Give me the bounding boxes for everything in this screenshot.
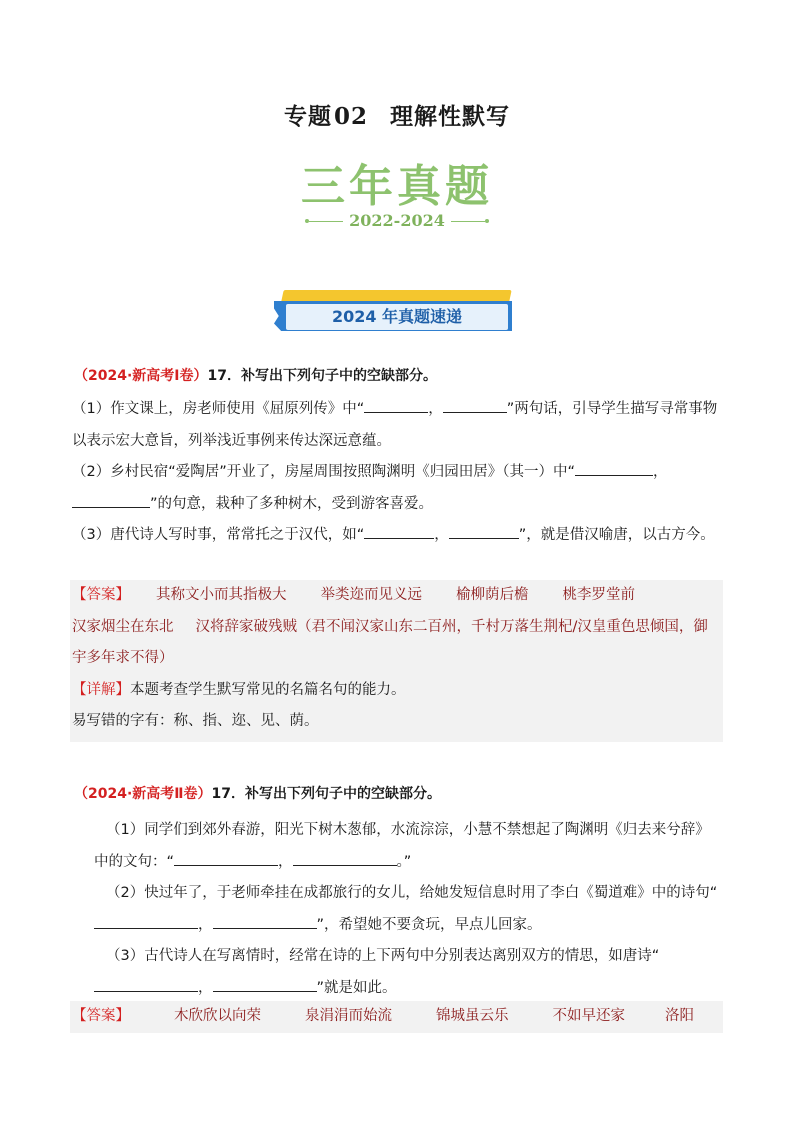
q2-part1-sep: ，: [278, 853, 293, 870]
title-topic: 理解性默写: [390, 104, 510, 130]
answer-item: 汉家烟尘在东北: [72, 618, 174, 635]
question-1-heading: [74, 365, 437, 385]
q1-part2-text-a: （2）乡村民宿“爱陶居”开业了，房屋周围按照陶渊明《归园田居》（其一）中“: [72, 464, 576, 480]
answer-blank: [575, 461, 653, 476]
answer-tag: 【答案】: [72, 1008, 130, 1024]
question-1-part-3: [72, 520, 722, 552]
q1-part1-text-a: （1）作文课上，房老师使用《屈原列传》中“: [72, 401, 365, 417]
answer-line: [72, 1001, 722, 1033]
title-number: 02: [333, 103, 368, 130]
question-1-part-2: [72, 457, 722, 520]
answer-tag: 【答案】: [72, 587, 130, 603]
big-title: 三年真题: [301, 161, 493, 212]
question-2-body: [94, 815, 722, 1004]
q1-part3-text-b: ”，就是借汉喻唐，以古方今。: [518, 527, 715, 543]
answer-blank: [364, 398, 428, 413]
left-ornament-line: [309, 221, 343, 222]
answer-blank: [213, 977, 317, 992]
question-1-body: [72, 394, 722, 552]
detail-text: 本题考查学生默写常见的名篇名句的能力。: [130, 681, 406, 698]
question-1-stem: 17．补写出下列句子中的空缺部分。: [207, 368, 437, 384]
question-2-heading: [74, 783, 441, 803]
answer-blank: [72, 493, 150, 508]
detail-tag: 【详解】: [72, 681, 130, 698]
q1-part1-sep: ，: [428, 401, 443, 417]
years-text: 2022-2024: [349, 211, 445, 230]
question-2-part-1: [94, 815, 722, 878]
answer-blank: [94, 914, 198, 929]
q1-part2-text-b: ”的句意，栽种了多种树木，受到游客喜爱。: [150, 495, 434, 512]
section-ribbon: [270, 290, 520, 342]
question-2-part-2: [94, 878, 722, 941]
q2-part1-text-a: （1）同学们到郊外春游，阳光下树木葱郁，水流淙淙，小慧不禁想起了陶渊明《归去来兮辞》中的文句：“: [94, 822, 710, 870]
answer-item: 不如早还家: [552, 1008, 625, 1024]
answer-item: 泉涓涓而始流: [305, 1008, 392, 1024]
right-ornament-line: [451, 221, 485, 222]
answer-blank: [449, 524, 519, 539]
q2-part3-sep: ，: [198, 979, 213, 996]
question-2-stem: 17．补写出下列句子中的空缺部分。: [211, 786, 441, 802]
q2-part3-text-b: ”就是如此。: [316, 979, 397, 996]
q2-part3-text-a: （3）古代诗人在写离情时，经常在诗的上下两句中分别表达离别双方的情思，如唐诗“: [106, 948, 660, 964]
question-2-answer: [72, 1001, 722, 1033]
answer-item: 锦城虽云乐: [436, 1008, 509, 1024]
question-2-source: （2024·新高考Ⅱ卷）: [74, 786, 212, 802]
question-1-part-1: [72, 394, 722, 457]
q2-part2-text-b: ”，希望她不要贪玩，早点儿回家。: [316, 916, 542, 933]
answer-item: 汉将辞家破残贼（君不闻汉家山东二百州，千村万落生荆杞/汉皇重色思倾国，御宇多年求不得）: [72, 618, 708, 666]
question-2-part-3: [94, 941, 722, 1004]
answer-item: 举类迩而见义远: [320, 587, 422, 603]
ribbon-label: 2024 年真题速递: [286, 304, 508, 330]
answer-blank: [443, 398, 507, 413]
answer-blank: [94, 977, 198, 992]
answer-lines: [72, 580, 722, 675]
answer-item: 木欣欣以向荣: [174, 1008, 261, 1024]
q1-part3-text-a: （3）唐代诗人写时事，常常托之于汉代，如“: [72, 527, 365, 543]
title-prefix: 专题: [283, 104, 332, 130]
q2-part1-text-b: 。”: [396, 853, 412, 870]
answer-item: 其称文小而其指极大: [156, 587, 287, 603]
answer-blank: [174, 851, 278, 866]
q2-part2-text-a: （2）快过年了，于老师牵挂在成都旅行的女儿，给她发短信息时用了李白《蜀道难》中的诗句“: [106, 885, 718, 901]
years-line: [0, 211, 794, 230]
answer-item: 桃李罗堂前: [562, 587, 635, 603]
q1-part2-sep: ，: [653, 464, 668, 480]
q2-part2-sep: ，: [198, 916, 213, 933]
answer-blank: [293, 851, 397, 866]
q1-part3-sep: ，: [434, 527, 449, 543]
answer-item: 榆柳荫后檐: [456, 587, 529, 603]
question-1-source: （2024·新高考Ⅰ卷）: [74, 368, 208, 384]
question-1-answer: [72, 580, 722, 738]
detail-line: [72, 675, 722, 707]
answer-blank: [213, 914, 317, 929]
answer-blank: [364, 524, 434, 539]
answer-item: 洛阳: [665, 1008, 694, 1024]
q1-part1-text-b: ”两句话，引导学生描写寻常事物以表示宏大意旨，列举浅近事例来传达深远意蕴。: [72, 401, 718, 449]
page-title: [0, 98, 794, 131]
typo-note: 易写错的字有：称、指、迩、见、荫。: [72, 713, 319, 729]
